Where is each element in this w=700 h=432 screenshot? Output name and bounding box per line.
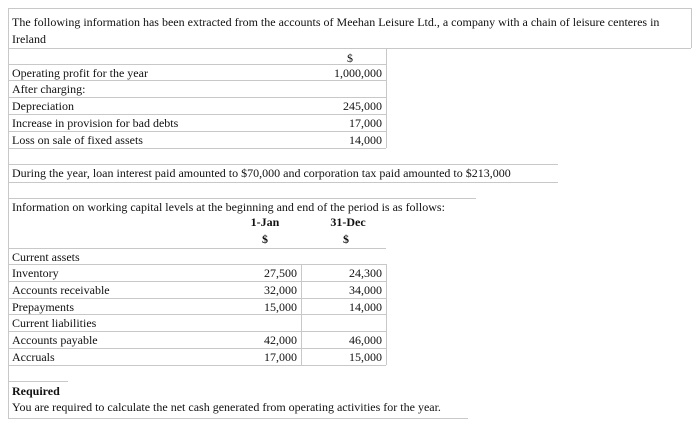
wc-dec-value: 46,000 <box>349 333 382 347</box>
wc-row-label: Accruals <box>12 350 55 364</box>
grid-line <box>301 264 302 365</box>
col-header-dec: 31-Dec <box>330 215 366 229</box>
grid-line <box>8 97 386 98</box>
grid-line <box>8 281 386 282</box>
wc-row-label: Accounts payable <box>12 333 98 347</box>
grid-line <box>8 131 386 132</box>
wc-jan-value: 17,000 <box>264 350 297 364</box>
grid-line <box>8 182 558 183</box>
grid-line <box>386 264 387 365</box>
wc-jan-value: 15,000 <box>264 300 297 314</box>
grid-line <box>8 198 476 199</box>
currency-header: $ <box>347 51 353 65</box>
profit-row-value: 245,000 <box>343 99 382 113</box>
profit-row-label: Increase in provision for bad debts <box>12 116 179 130</box>
loan-note: During the year, loan interest paid amounted to $70,000 and corporation tax paid amounted to $213,000 <box>12 166 511 180</box>
wc-dec-value: 34,000 <box>349 283 382 297</box>
profit-row-value: 14,000 <box>349 133 382 147</box>
profit-row-value: 1,000,000 <box>334 66 382 80</box>
grid-line <box>8 148 386 149</box>
wc-row-label: Current assets <box>12 250 80 264</box>
wc-dec-value: 24,300 <box>349 266 382 280</box>
grid-line <box>8 248 386 249</box>
grid-line <box>8 298 386 299</box>
grid-line <box>8 164 558 165</box>
profit-row-value: 17,000 <box>349 116 382 130</box>
working-capital-intro: Information on working capital levels at the beginning and end of the period is as follows: <box>12 200 445 214</box>
intro-text: The following information has been extracted from the accounts of Meehan Leisure Ltd., a company with a chain of leisure centeres in Ireland <box>12 15 660 46</box>
grid-line <box>8 418 468 419</box>
wc-jan-value: 32,000 <box>264 283 297 297</box>
col-header-jan: 1-Jan <box>250 215 280 229</box>
grid-line <box>8 331 386 332</box>
grid-line <box>8 264 386 265</box>
profit-row-label: Loss on sale of fixed assets <box>12 133 143 147</box>
col-currency-dec: $ <box>343 232 349 246</box>
wc-jan-value: 27,500 <box>264 266 297 280</box>
wc-dec-value: 14,000 <box>349 300 382 314</box>
grid-line <box>8 80 386 81</box>
wc-row-label: Inventory <box>12 266 59 280</box>
grid-line <box>8 381 68 382</box>
profit-row-label: Operating profit for the year <box>12 66 148 80</box>
grid-line <box>8 48 691 49</box>
grid-line <box>8 365 386 366</box>
required-heading: Required <box>12 384 60 398</box>
col-currency-jan: $ <box>262 232 268 246</box>
wc-jan-value: 42,000 <box>264 333 297 347</box>
grid-line <box>8 314 386 315</box>
grid-line <box>8 8 691 9</box>
wc-row-label: Current liabilities <box>12 316 97 330</box>
grid-line <box>386 48 387 148</box>
profit-row-label: After charging: <box>12 82 86 96</box>
wc-dec-value: 15,000 <box>349 350 382 364</box>
grid-line <box>8 114 386 115</box>
required-text: You are required to calculate the net cash generated from operating activities for the year. <box>12 400 441 414</box>
wc-row-label: Prepayments <box>12 300 74 314</box>
grid-line <box>8 8 9 418</box>
grid-line <box>691 8 692 48</box>
profit-row-label: Depreciation <box>12 99 74 113</box>
grid-line <box>8 348 386 349</box>
wc-row-label: Accounts receivable <box>12 283 110 297</box>
